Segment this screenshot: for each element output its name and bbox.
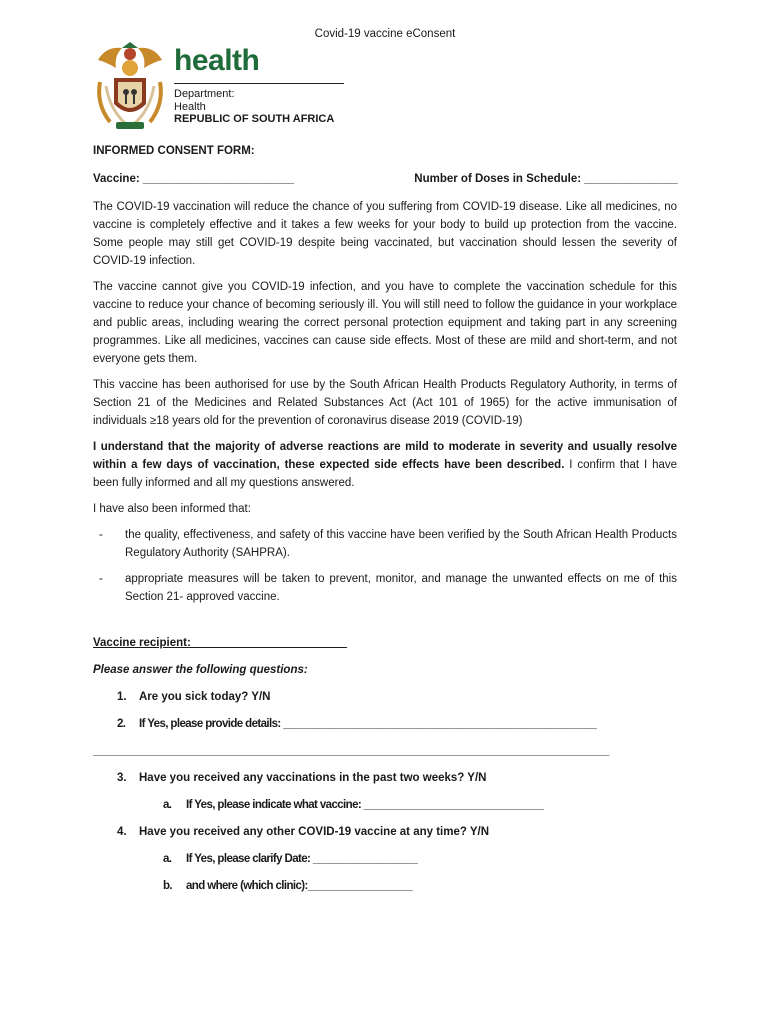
coat-of-arms-icon xyxy=(92,42,168,132)
paragraph-effectiveness: The COVID-19 vaccination will reduce the chance of you suffering from COVID-19 disease. Like all medicines, no vaccine is completely effective and it takes a few weeks for your body to build up protection from the vaccine. Some people may still get COVID-19 despite being vaccinated, but vaccination should lessen the severity of COVID-19 infection. xyxy=(93,201,677,267)
brand-country: REPUBLIC OF SOUTH AFRICA xyxy=(174,113,335,125)
paragraph-understand xyxy=(93,438,677,492)
list-item xyxy=(93,526,677,562)
question-which-vaccine[interactable] xyxy=(93,796,677,814)
informed-list xyxy=(93,526,677,606)
informed-item-text: appropriate measures will be taken to prevent, monitor, and manage the unwanted effects on me of this Section 21- approved vaccine. xyxy=(125,573,677,603)
question-number: a. xyxy=(163,853,172,865)
question-sick-today[interactable] xyxy=(93,688,677,706)
vaccine-blank[interactable]: __________________________ xyxy=(142,173,294,185)
details-continuation-line[interactable]: _________________________________________________________________________________________ xyxy=(93,745,609,757)
informed-item-text: the quality, effectiveness, and safety of this vaccine have been verified by the South African Health Products Regulatory Authority (SAHPRA). xyxy=(125,529,677,559)
question-text: If Yes, please indicate what vaccine: _______________________________ xyxy=(186,799,544,811)
question-text: Have you received any other COVID-19 vaccine at any time? Y/N xyxy=(139,826,490,838)
brand-department xyxy=(174,88,235,113)
question-number: 3. xyxy=(117,772,127,784)
vaccine-recipient-field[interactable] xyxy=(93,634,677,652)
vaccine-doses-row xyxy=(93,170,677,188)
understand-normal: I confirm that I have been fully informed and all my questions answered. xyxy=(93,459,678,489)
list-item xyxy=(93,570,677,606)
dash-bullet: - xyxy=(99,529,103,541)
question-number: b. xyxy=(163,880,173,892)
brand-department-line2: Health xyxy=(174,100,206,113)
page-header-title: Covid-19 vaccine eConsent xyxy=(314,28,456,40)
questions-heading: Please answer the following questions: xyxy=(93,664,308,676)
question-sick-details[interactable] xyxy=(93,715,677,733)
paragraph-schedule: The vaccine cannot give you COVID-19 infection, and you have to complete the vaccination schedule for this vaccine to reduce your chance of becoming seriously ill. You will still need to follow the guidance in your workplace and public areas, including wearing the correct personal protection equipment and taking part in any screening programmes. Like all medicines, vaccines can cause side effects. Most of these are mild and short-term, and not everyone gets them. xyxy=(93,281,677,365)
brand-department-line1: Department: xyxy=(174,88,235,100)
question-number: a. xyxy=(163,799,172,811)
question-text: Are you sick today? Y/N xyxy=(139,691,271,703)
vaccine-field[interactable] xyxy=(93,170,294,188)
doses-blank[interactable]: ________________ xyxy=(584,173,677,185)
consent-form-body xyxy=(93,142,677,895)
department-logo xyxy=(92,42,352,132)
question-text: If Yes, please clarify Date: __________________ xyxy=(186,853,418,865)
question-which-clinic[interactable] xyxy=(93,877,677,895)
question-other-covid-vaccine[interactable] xyxy=(93,823,677,841)
form-title: INFORMED CONSENT FORM: xyxy=(93,145,255,157)
understand-bold: I understand that the majority of adverse reactions are mild to moderate in severity and usually resolve within a few days of vaccination, these expected side effects have been described. xyxy=(93,441,677,471)
dash-bullet: - xyxy=(99,573,103,585)
recipient-label: Vaccine recipient xyxy=(93,637,187,649)
question-text: and where (which clinic):__________________ xyxy=(186,880,413,892)
question-clarify-date[interactable] xyxy=(93,850,677,868)
doses-label: Number of Doses in Schedule: xyxy=(414,173,582,185)
question-text: Have you received any vaccinations in the past two weeks? Y/N xyxy=(139,772,487,784)
question-text: If Yes, please provide details: ______________________________________________________ xyxy=(139,718,597,730)
informed-intro: I have also been informed that: xyxy=(93,503,251,515)
question-number: 1. xyxy=(117,691,127,703)
question-number: 2. xyxy=(117,718,126,730)
question-number: 4. xyxy=(117,826,127,838)
recipient-blank[interactable]: :___________________________ xyxy=(186,637,347,649)
question-recent-vaccinations[interactable] xyxy=(93,769,677,787)
vaccine-label: Vaccine: xyxy=(93,173,140,185)
brand-wordmark: health xyxy=(174,44,260,77)
doses-field[interactable] xyxy=(414,170,677,188)
brand-divider xyxy=(174,83,344,84)
paragraph-authorisation: This vaccine has been authorised for use by the South African Health Products Regulatory Authority, in terms of Section 21 of the Medicines and Related Substances Act (Act 101 of 1965) for the active immunisation of individuals ≥18 years old for the prevention of coronavirus disease 2019 (COVID-19) xyxy=(93,379,677,427)
